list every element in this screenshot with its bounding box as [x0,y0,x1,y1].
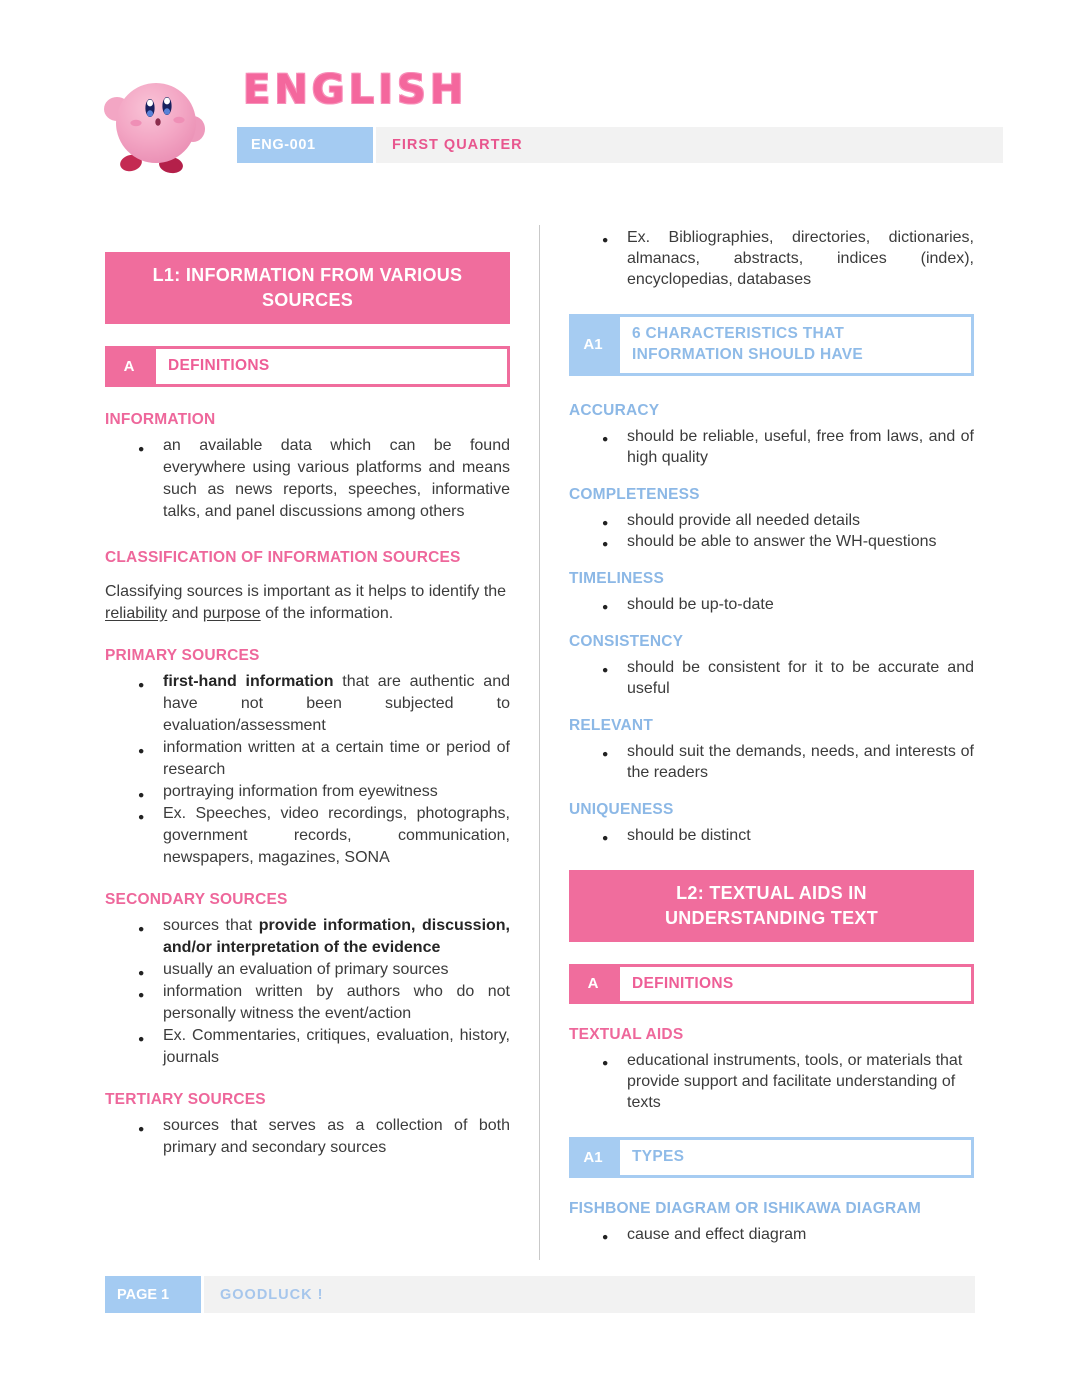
heading-timeliness: TIMELINESS [569,569,665,587]
section-tag: A1 [569,1137,617,1178]
bullet-item: ● educational instruments, tools, or materials that provide support and facilitate understanding of texts [569,1050,974,1113]
course-code-badge: ENG-001 [237,127,373,163]
consistency-list [569,657,974,699]
uniqueness-list [569,825,974,846]
heading-tertiary-sources: TERTIARY SOURCES [105,1090,266,1108]
tertiary-sources-list [105,1115,510,1159]
left-column [105,225,510,1159]
bullet-item: ● should be able to answer the WH-questions [569,531,974,552]
bullet-item: ● sources that provide information, discussion, and/or interpretation of the evidence [105,915,510,959]
bullet-item: ● information written at a certain time or period of research [105,737,510,781]
heading-textual-aids: TEXTUAL AIDS [569,1026,684,1044]
characteristics-label-box [569,314,974,376]
bullet-item: ● an available data which can be found everywhere using various platforms and means such as news reports, speeches, informative talks, and panel discussions among others [105,435,510,523]
bullet-item: ● should be up-to-date [569,594,974,615]
footer-bar [105,1276,975,1313]
section-label: DEFINITIONS [632,974,734,992]
underlined-term: reliability [105,604,168,622]
section-tag: A [105,346,153,387]
lesson2-banner: L2: TEXTUAL AIDS IN UNDERSTANDING TEXT [569,870,974,942]
lesson1-banner: L1: INFORMATION FROM VARIOUS SOURCES [105,252,510,324]
right-column [569,225,974,1245]
bullet-item: ● should provide all needed details [569,510,974,531]
heading-consistency: CONSISTENCY [569,632,684,650]
section-label: 6 CHARACTERISTICS THAT INFORMATION SHOULD HAVE [632,325,864,363]
heading-completeness: COMPLETENESS [569,485,700,503]
bullet-item: ● should be consistent for it to be accurate and useful [569,657,974,699]
section-label: DEFINITIONS [168,356,270,374]
completeness-list [569,510,974,552]
definitions-label-box [105,346,510,387]
section-tag: A [569,964,617,1005]
quarter-label: FIRST QUARTER [376,127,1003,163]
heading-information: INFORMATION [105,410,216,428]
bullet-item: ● portraying information from eyewitness [105,781,510,803]
heading-secondary-sources: SECONDARY SOURCES [105,890,288,908]
bullet-item: ● should be distinct [569,825,974,846]
heading-accuracy: ACCURACY [569,401,660,419]
accuracy-list [569,426,974,468]
definitions-label-box-2 [569,964,974,1005]
bullet-item: ● cause and effect diagram [569,1224,974,1245]
bullet-item: ● should suit the demands, needs, and interests of the readers [569,741,974,783]
footer-message: GOODLUCK ! [204,1276,975,1313]
fishbone-list [569,1224,974,1245]
relevant-list [569,741,974,783]
kirby-mascot-icon [98,72,210,174]
bullet-item: ● usually an evaluation of primary sources [105,959,510,981]
types-label-box [569,1137,974,1178]
information-list [105,435,510,523]
heading-uniqueness: UNIQUENESS [569,800,674,818]
section-tag: A1 [569,314,617,376]
page-number-badge: PAGE 1 [105,1276,201,1313]
bullet-item: ● information written by authors who do not personally witness the event/action [105,981,510,1025]
textual-aids-list [569,1050,974,1113]
classification-paragraph: Classifying sources is important as it helps to identify the reliability and purpose of the information. [105,582,507,622]
bullet-item: ● Ex. Commentaries, critiques, evaluation, history, journals [105,1025,510,1069]
bullet-item: ● sources that serves as a collection of both primary and secondary sources [105,1115,510,1159]
secondary-sources-list [105,915,510,1069]
primary-sources-list [105,671,510,869]
bullet-item: ● first-hand information that are authentic and have not been subjected to evaluation/assessment [105,671,510,737]
heading-fishbone: FISHBONE DIAGRAM OR ISHIKAWA DIAGRAM [569,1200,921,1218]
bullet-item: ● Ex. Bibliographies, directories, dictionaries, almanacs, abstracts, indices (index), encyclopedias, databases [569,227,974,290]
bullet-item: ● should be reliable, useful, free from laws, and of high quality [569,426,974,468]
header-bar [237,127,1003,163]
underlined-term: purpose [202,604,261,622]
heading-primary-sources: PRIMARY SOURCES [105,646,260,664]
section-label: TYPES [632,1148,685,1166]
page-title: ENGLISH [243,67,468,113]
content-columns [105,225,975,1260]
timeliness-list [569,594,974,615]
column-divider [539,225,540,1260]
heading-classification: CLASSIFICATION OF INFORMATION SOURCES [105,548,461,566]
bullet-item: ● Ex. Speeches, video recordings, photographs, government records, communication, newspapers, magazines, SONA [105,803,510,869]
tertiary-examples-list [569,227,974,290]
heading-relevant: RELEVANT [569,716,653,734]
